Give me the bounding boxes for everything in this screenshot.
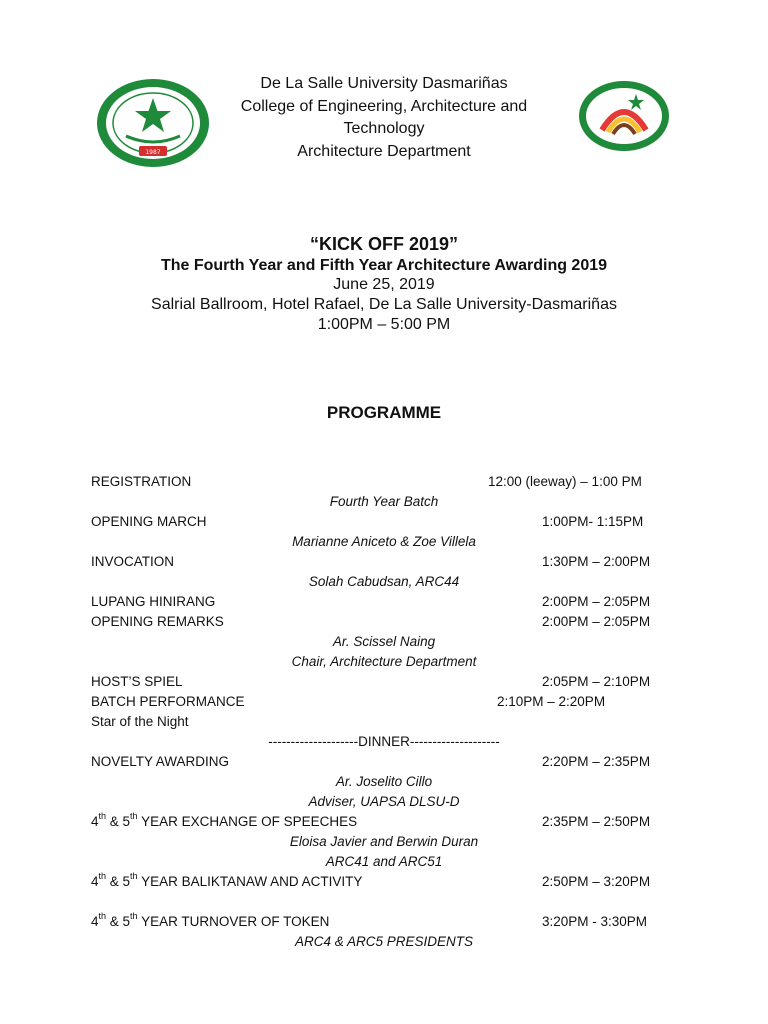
college-name-line1: College of Engineering, Architecture and	[240, 98, 528, 115]
programme-item-label: OPENING REMARKS	[91, 614, 224, 629]
programme-row-opening-march	[0, 514, 768, 534]
event-title: “KICK OFF 2019”	[309, 234, 459, 254]
programme-item-time: 2:05PM – 2:10PM	[542, 674, 651, 689]
programme-row-turnover-of-token	[0, 911, 768, 934]
programme-item-note: Fourth Year Batch	[329, 494, 439, 509]
programme-item-label: OPENING MARCH	[91, 514, 207, 529]
programme-item-label: HOST’S SPIEL	[91, 674, 183, 689]
programme-row-hosts-spiel	[0, 674, 768, 694]
programme-heading: PROGRAMME	[326, 403, 442, 422]
event-venue: Salrial Ballroom, Hotel Rafael, De La Salle University-Dasmariñas	[151, 296, 617, 313]
svg-text:1987: 1987	[145, 149, 161, 156]
programme-row-batch-performance	[0, 694, 768, 714]
programme-item-time: 2:50PM – 3:20PM	[542, 874, 651, 889]
programme-item-note: ARC41 and ARC51	[325, 854, 443, 869]
programme-item-note: Adviser, UAPSA DLSU-D	[308, 794, 460, 809]
programme-item-time: 12:00 (leeway) – 1:00 PM	[488, 474, 642, 489]
programme-item-note: Solah Cabudsan, ARC44	[308, 574, 460, 589]
university-name: De La Salle University Dasmariñas	[260, 75, 508, 92]
programme-item-note: Marianne Aniceto & Zoe Villela	[292, 534, 476, 549]
programme-item-label: REGISTRATION	[91, 474, 192, 489]
programme-row-exchange-of-speeches	[0, 811, 768, 834]
programme-item-label: NOVELTY AWARDING	[91, 754, 230, 769]
event-subtitle: The Fourth Year and Fifth Year Architecture Awarding 2019	[160, 257, 608, 274]
programme-item-time: 1:00PM- 1:15PM	[542, 514, 644, 529]
programme-item-label: INVOCATION	[91, 554, 175, 569]
programme-item-time: 3:20PM - 3:30PM	[542, 914, 648, 929]
department-name: Architecture Department	[297, 143, 471, 160]
programme-row-lupang-hinirang	[0, 594, 768, 614]
programme-row-novelty-awarding	[0, 754, 768, 774]
event-date: June 25, 2019	[333, 276, 435, 293]
programme-item-time: 2:35PM – 2:50PM	[542, 814, 651, 829]
programme-row-star-of-the-night	[0, 714, 768, 734]
programme-item-time: 2:20PM – 2:35PM	[542, 754, 651, 769]
programme-item-label: Star of the Night	[91, 714, 189, 729]
dinner-divider-text: --------------------DINNER--------------------	[268, 734, 500, 749]
programme-item-label: LUPANG HINIRANG	[91, 594, 216, 609]
programme-item-label: 4th & 5th YEAR TURNOVER OF TOKEN	[91, 911, 330, 929]
programme-item-time: 2:00PM – 2:05PM	[542, 594, 651, 609]
programme-row-opening-remarks	[0, 614, 768, 634]
dinner-divider	[0, 734, 768, 749]
programme-item-note: ARC4 & ARC5 PRESIDENTS	[294, 934, 474, 949]
programme-item-time: 1:30PM – 2:00PM	[542, 554, 651, 569]
programme-item-note: Chair, Architecture Department	[291, 654, 477, 669]
programme-item-time: 2:10PM – 2:20PM	[497, 694, 606, 709]
college-name-line2: Technology	[343, 120, 425, 137]
programme-row-baliktanaw	[0, 871, 768, 894]
programme-item-note: Eloisa Javier and Berwin Duran	[289, 834, 479, 849]
programme-item-label: 4th & 5th YEAR BALIKTANAW AND ACTIVITY	[91, 871, 363, 889]
programme-item-label: BATCH PERFORMANCE	[91, 694, 245, 709]
programme-item-note: Ar. Joselito Cillo	[335, 774, 433, 789]
event-time: 1:00PM – 5:00 PM	[317, 316, 451, 333]
programme-row-registration	[0, 474, 768, 494]
programme-row-invocation	[0, 554, 768, 574]
programme-item-time: 2:00PM – 2:05PM	[542, 614, 651, 629]
programme-item-note: Ar. Scissel Naing	[332, 634, 436, 649]
programme-item-label: 4th & 5th YEAR EXCHANGE OF SPEECHES	[91, 811, 358, 829]
